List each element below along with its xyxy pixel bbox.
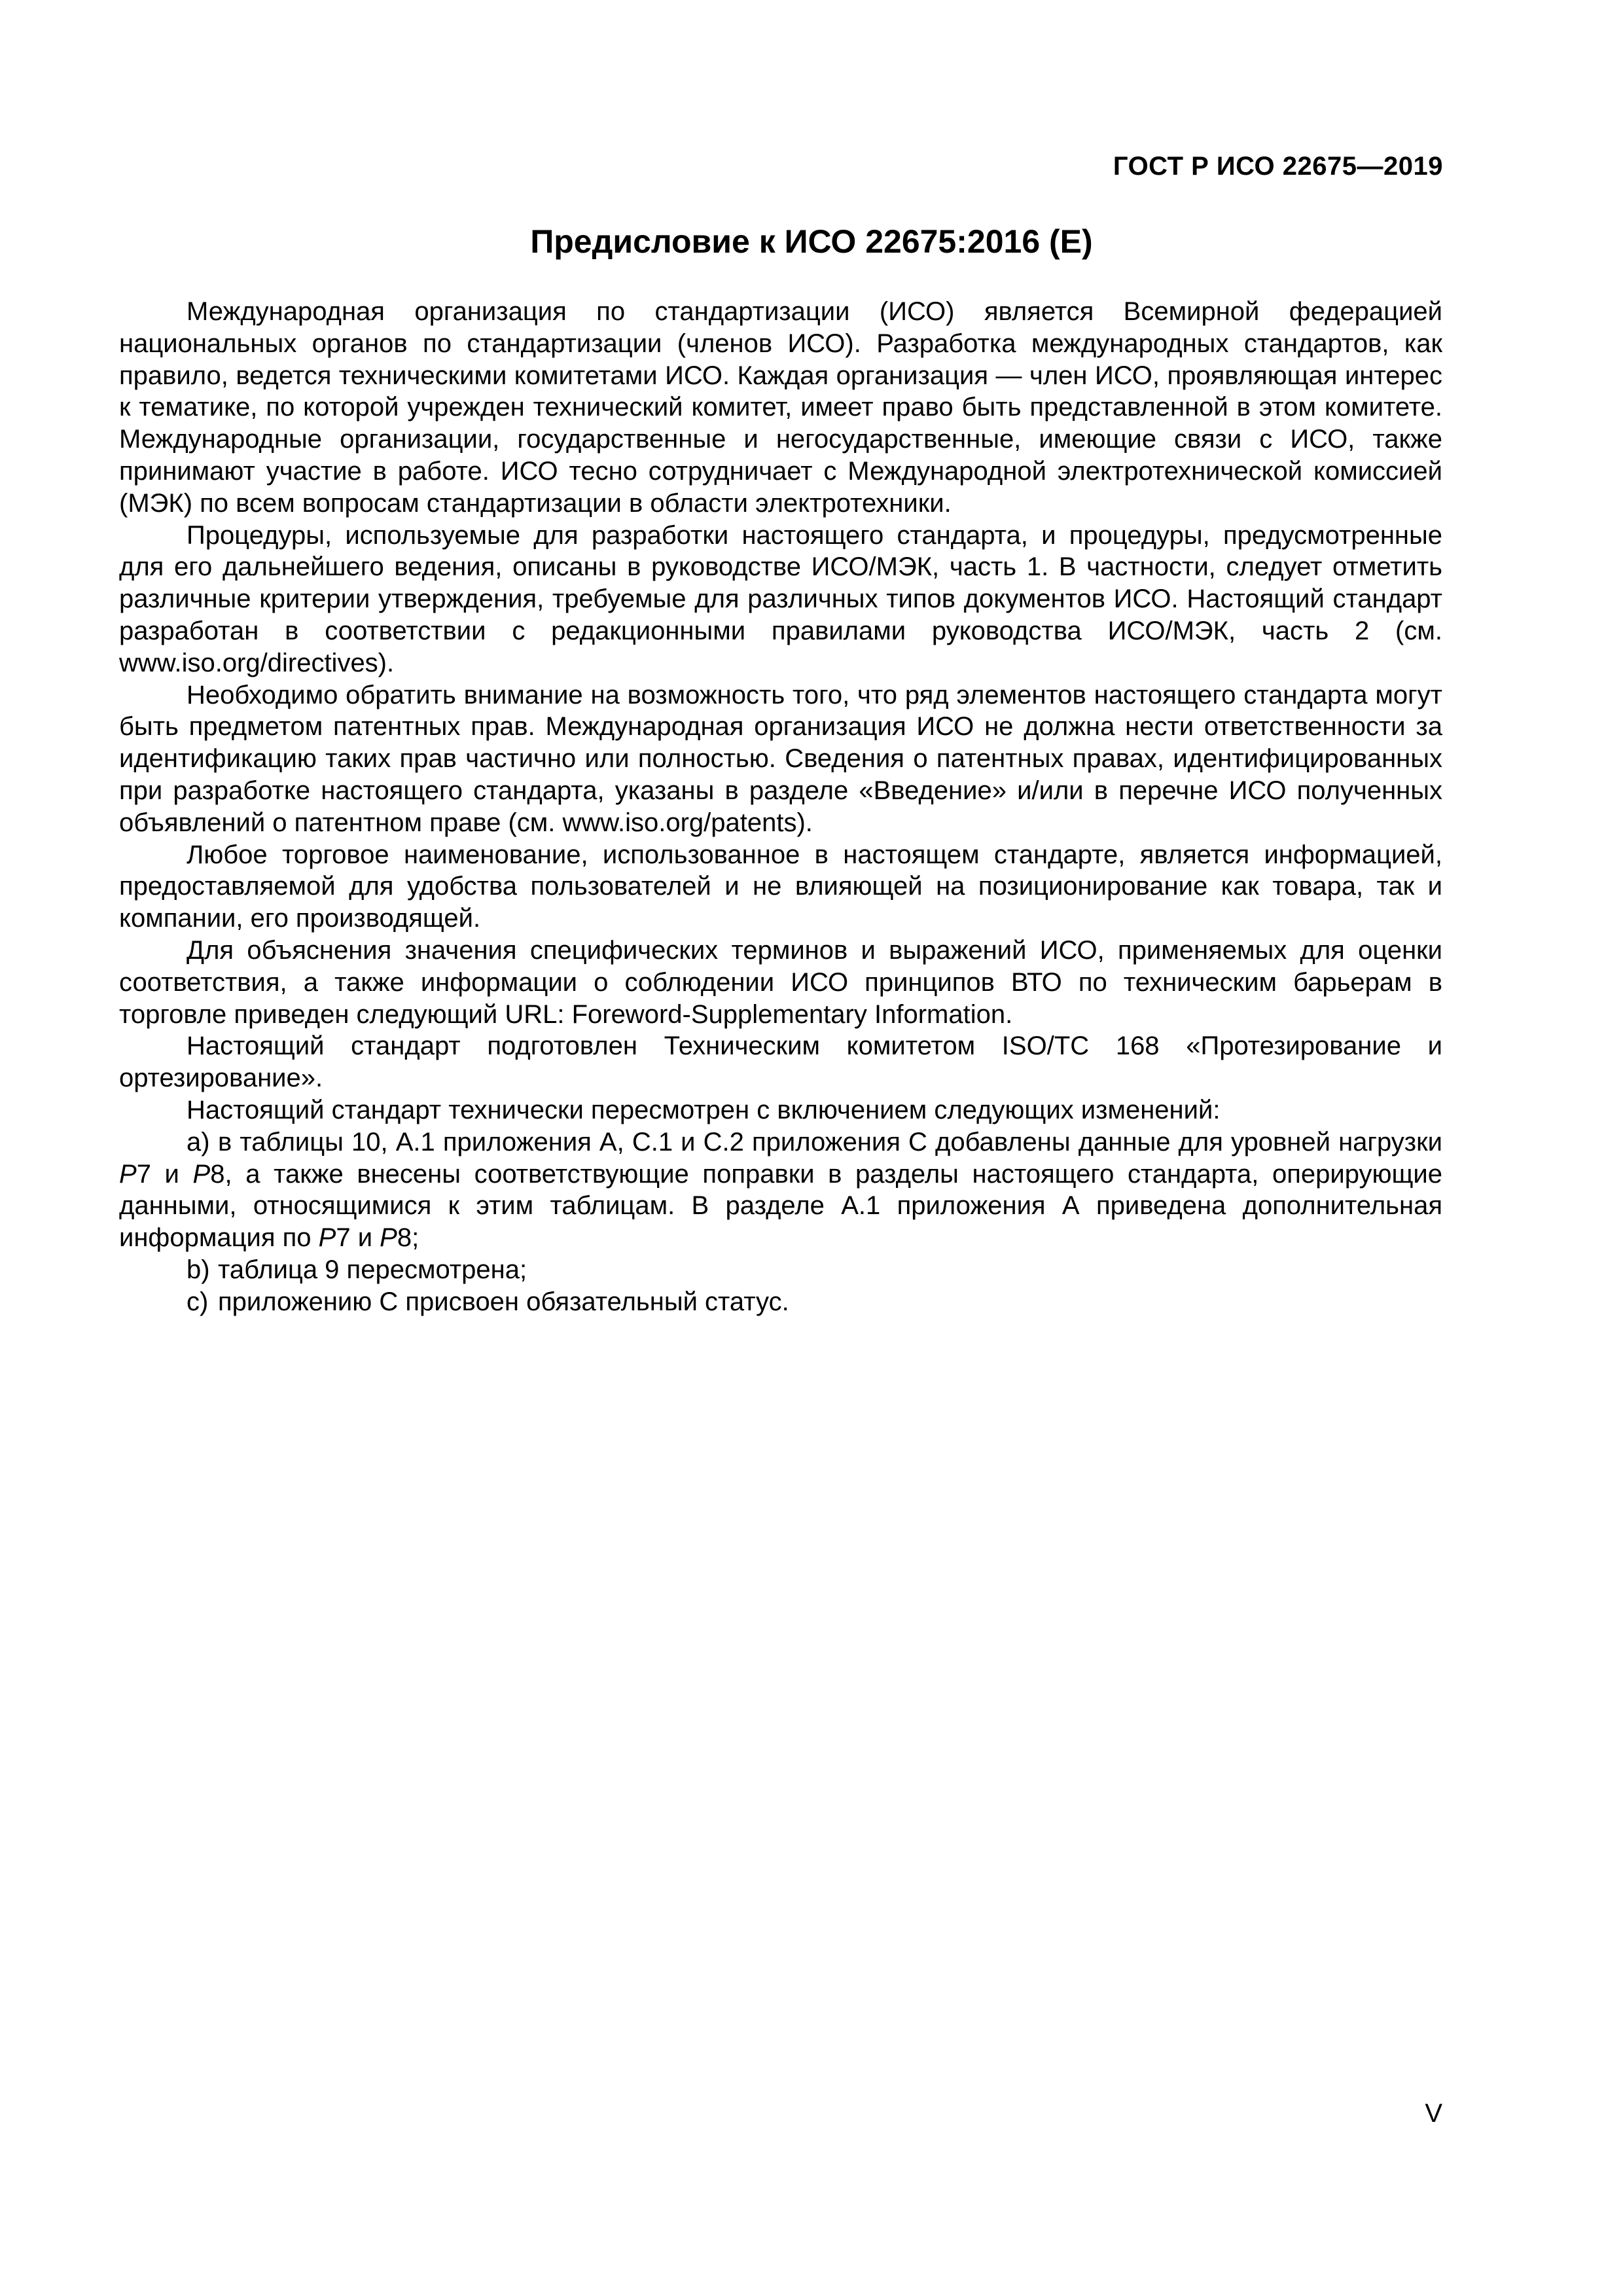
- list-item-text: в таблицы 10, А.1 приложения А, С.1 и С.2 приложения С добавлены данные для уровней нагрузки: [218, 1127, 1442, 1157]
- list-item-a: [119, 1126, 1442, 1254]
- paragraph-trade-names: Любое торговое наименование, использованное в настоящем стандарте, является информацией, предоставляемой для удобства пользователей и не влияющей на позиционирование как товара, так и компании, его производящей.: [119, 840, 1442, 933]
- list-item-text: 7 и: [336, 1223, 380, 1253]
- list-item-text: приложению С присвоен обязательный статус.: [218, 1287, 789, 1316]
- load-level-symbol: P: [380, 1223, 397, 1253]
- load-level-symbol: P: [119, 1159, 137, 1189]
- list-item-text: 7 и: [136, 1159, 193, 1189]
- document-code-header: ГОСТ Р ИСО 22675—2019: [1113, 152, 1443, 181]
- list-marker: a): [187, 1127, 210, 1157]
- paragraph-patents: Необходимо обратить внимание на возможность того, что ряд элементов настоящего стандарта могут быть предметом патентных прав. Международная организация ИСО не должна нести ответственности за идентификацию таких прав частично или полностью. Сведения о патентных правах, идентифицированных при разработке настоящего стандарта, указаны в разделе «Введение» и/или в перечне ИСО полученных объявлений о патентном праве (см. www.iso.org/patents).: [119, 680, 1442, 837]
- list-marker: b): [187, 1255, 210, 1284]
- paragraph-procedures: Процедуры, используемые для разработки настоящего стандарта, и процедуры, предусмотренные для его дальнейшего ведения, описаны в руководстве ИСО/МЭК, часть 1. В частности, следует отметить различные критерии утверждения, требуемые для различных типов документов ИСО. Настоящий стандарт разработан в соответствии с редакционными правилами руководства ИСО/МЭК, часть 2 (см. www.iso.org/directives).: [119, 520, 1442, 677]
- load-level-symbol: P: [318, 1223, 336, 1253]
- list-item-text: таблица 9 пересмотрена;: [218, 1255, 527, 1284]
- list-item-text: 8, а также внесены соответствующие поправки в разделы настоящего стандарта, оперирующие данными, относящимися к этим таблицам. В разделе А.1 приложения А приведена дополнительная информация по: [119, 1159, 1442, 1253]
- paragraph-technical-committee: Настоящий стандарт подготовлен Техническим комитетом ISO/TC 168 «Протезирование и ортезирование».: [119, 1031, 1442, 1093]
- page-number: V: [1425, 2099, 1442, 2128]
- list-item-text: 8;: [397, 1223, 419, 1253]
- paragraph-revision-intro: Настоящий стандарт технически пересмотрен с включением следующих изменений:: [187, 1095, 1221, 1124]
- list-item-b: [119, 1254, 1442, 1286]
- paragraph-iso-organization: Международная организация по стандартизации (ИСО) является Всемирной федерацией национальных органов по стандартизации (членов ИСО). Разработка международных стандартов, как правило, ведется техническими комитетами ИСО. Каждая организация — член ИСО, проявляющая интерес к тематике, по которой учрежден технический комитет, имеет право быть представленной в этом комитете. Международные организации, государственные и негосударственные, имеющие связи с ИСО, также принимают участие в работе. ИСО тесно сотрудничает с Международной электротехнической комиссией (МЭК) по всем вопросам стандартизации в области электротехники.: [119, 297, 1442, 518]
- paragraph-terms-url: Для объяснения значения специфических терминов и выражений ИСО, применяемых для оценки соответствия, а также информации о соблюдении ИСО принципов ВТО по техническим барьерам в торговле приведен следующий URL: Foreword-Supplementary Information.: [119, 935, 1442, 1029]
- load-level-symbol: P: [192, 1159, 211, 1189]
- foreword-body: [119, 296, 1442, 1318]
- list-item-c: [119, 1286, 1442, 1318]
- list-marker: c): [187, 1287, 209, 1316]
- page-title: Предисловие к ИСО 22675:2016 (E): [530, 223, 1093, 260]
